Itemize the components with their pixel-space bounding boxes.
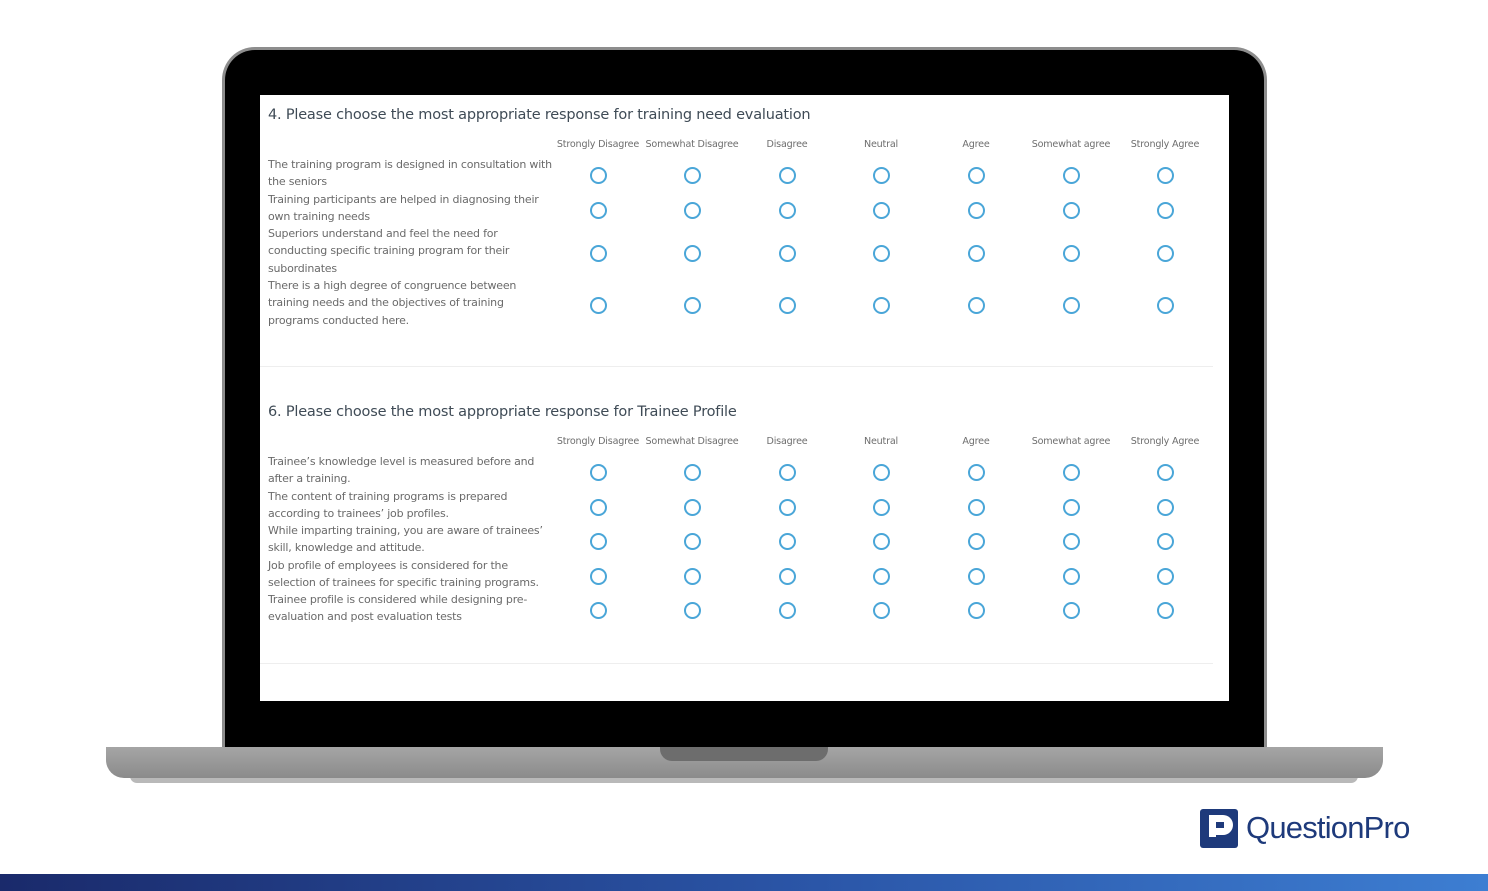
statement-label: Superiors understand and feel the need for conducting specific training program for their subordinates xyxy=(268,227,510,275)
radio-option[interactable] xyxy=(968,568,985,585)
radio-option[interactable] xyxy=(684,297,701,314)
radio-option[interactable] xyxy=(968,533,985,550)
radio-option[interactable] xyxy=(873,602,890,619)
radio-option[interactable] xyxy=(779,533,796,550)
question-6-section xyxy=(260,392,1213,664)
column-header: Agree xyxy=(962,436,990,447)
section-divider xyxy=(260,663,1213,664)
radio-option[interactable] xyxy=(1063,568,1080,585)
radio-option[interactable] xyxy=(684,568,701,585)
radio-option[interactable] xyxy=(779,202,796,219)
statement-label: There is a high degree of congruence between training needs and the objectives of training programs conducted here. xyxy=(268,279,517,327)
questionpro-p-icon xyxy=(1200,809,1238,848)
radio-option[interactable] xyxy=(968,499,985,516)
radio-option[interactable] xyxy=(1063,245,1080,262)
questionpro-logo-mark xyxy=(1200,809,1238,848)
column-header: Strongly Agree xyxy=(1130,139,1200,150)
radio-option[interactable] xyxy=(968,464,985,481)
radio-option[interactable] xyxy=(779,464,796,481)
questionpro-logo-text: QuestionPro xyxy=(1246,810,1410,845)
statement-label: Trainee’s knowledge level is measured before and after a training. xyxy=(268,455,535,486)
radio-option[interactable] xyxy=(873,202,890,219)
radio-option[interactable] xyxy=(1063,464,1080,481)
column-header: Strongly Disagree xyxy=(556,139,640,150)
question-4-section xyxy=(260,95,1213,367)
radio-option[interactable] xyxy=(1157,602,1174,619)
radio-option[interactable] xyxy=(873,297,890,314)
column-header: Disagree xyxy=(766,139,808,150)
radio-option[interactable] xyxy=(590,167,607,184)
radio-option[interactable] xyxy=(779,568,796,585)
radio-option[interactable] xyxy=(873,568,890,585)
column-header: Somewhat Disagree xyxy=(645,139,739,150)
radio-option[interactable] xyxy=(684,202,701,219)
radio-option[interactable] xyxy=(684,245,701,262)
radio-option[interactable] xyxy=(1157,202,1174,219)
column-header: Somewhat Disagree xyxy=(645,436,739,447)
radio-option[interactable] xyxy=(1157,533,1174,550)
radio-option[interactable] xyxy=(684,602,701,619)
radio-option[interactable] xyxy=(968,602,985,619)
column-header: Agree xyxy=(962,139,990,150)
radio-option[interactable] xyxy=(684,167,701,184)
radio-option[interactable] xyxy=(590,202,607,219)
radio-option[interactable] xyxy=(684,533,701,550)
radio-option[interactable] xyxy=(1157,499,1174,516)
radio-option[interactable] xyxy=(1063,202,1080,219)
radio-option[interactable] xyxy=(684,464,701,481)
survey-screen xyxy=(260,95,1229,701)
radio-option[interactable] xyxy=(873,245,890,262)
radio-option[interactable] xyxy=(1063,499,1080,516)
column-header: Somewhat agree xyxy=(1031,139,1111,150)
radio-option[interactable] xyxy=(1157,297,1174,314)
footer-gradient-bar xyxy=(0,874,1488,891)
radio-option[interactable] xyxy=(590,245,607,262)
radio-option[interactable] xyxy=(873,464,890,481)
radio-option[interactable] xyxy=(779,245,796,262)
radio-option[interactable] xyxy=(968,245,985,262)
radio-option[interactable] xyxy=(779,297,796,314)
column-header: Disagree xyxy=(766,436,808,447)
radio-option[interactable] xyxy=(873,499,890,516)
column-header: Strongly Agree xyxy=(1130,436,1200,447)
radio-option[interactable] xyxy=(590,297,607,314)
radio-option[interactable] xyxy=(1063,533,1080,550)
radio-option[interactable] xyxy=(1063,297,1080,314)
radio-option[interactable] xyxy=(590,568,607,585)
statement-label: Job profile of employees is considered for the selection of trainees for specific training programs. xyxy=(268,559,539,590)
radio-option[interactable] xyxy=(968,297,985,314)
statement-label: While imparting training, you are aware of trainees’ skill, knowledge and attitude. xyxy=(268,524,543,555)
statement-label: Trainee profile is considered while designing pre-evaluation and post evaluation tests xyxy=(268,593,528,624)
section-divider xyxy=(260,366,1213,367)
radio-option[interactable] xyxy=(1063,167,1080,184)
statement-label: The training program is designed in consultation with the seniors xyxy=(268,158,552,189)
laptop-notch xyxy=(660,747,828,761)
radio-option[interactable] xyxy=(779,602,796,619)
radio-option[interactable] xyxy=(684,499,701,516)
radio-option[interactable] xyxy=(590,602,607,619)
radio-option[interactable] xyxy=(1157,167,1174,184)
radio-option[interactable] xyxy=(590,533,607,550)
column-header: Somewhat agree xyxy=(1031,436,1111,447)
radio-option[interactable] xyxy=(968,202,985,219)
column-header: Neutral xyxy=(863,139,899,150)
radio-option[interactable] xyxy=(873,167,890,184)
column-header: Strongly Disagree xyxy=(556,436,640,447)
radio-option[interactable] xyxy=(779,167,796,184)
column-header: Neutral xyxy=(863,436,899,447)
radio-option[interactable] xyxy=(1157,464,1174,481)
statement-label: The content of training programs is prepared according to trainees’ job profiles. xyxy=(268,490,508,521)
radio-option[interactable] xyxy=(590,464,607,481)
question-6-title: 6. Please choose the most appropriate response for Trainee Profile xyxy=(268,404,737,420)
radio-option[interactable] xyxy=(779,499,796,516)
statement-label: Training participants are helped in diagnosing their own training needs xyxy=(268,193,539,224)
radio-option[interactable] xyxy=(1157,245,1174,262)
radio-option[interactable] xyxy=(968,167,985,184)
radio-option[interactable] xyxy=(1157,568,1174,585)
radio-option[interactable] xyxy=(1063,602,1080,619)
radio-option[interactable] xyxy=(590,499,607,516)
radio-option[interactable] xyxy=(873,533,890,550)
question-4-title: 4. Please choose the most appropriate response for training need evaluation xyxy=(268,107,811,123)
